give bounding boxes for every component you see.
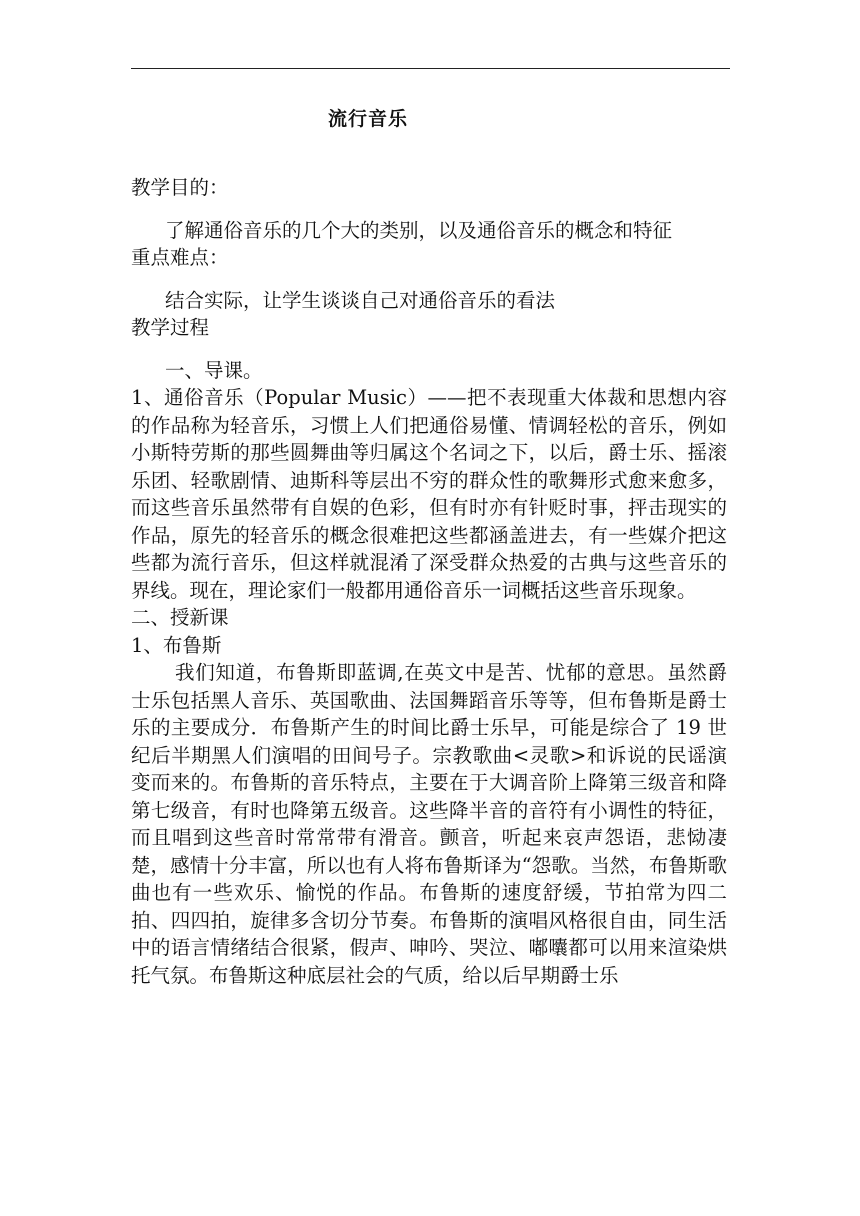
popular-music-definition: 1、通俗音乐（Popular Music）——把不表现重大体裁和思想内容的作品称为轻音乐，习惯上人们把通俗易懂、情调轻松的音乐，例如小斯特劳斯的那些圆舞曲等归属这个名词之下，以后，爵士乐、摇滚乐团、轻歌剧情、迪斯科等层出不穷的群众性的歌舞形式愈来愈多，而这些音乐虽然带有自娱的色彩，但有时亦有针贬时事，抨击现实的作品，原先的轻音乐的概念很难把这些都涵盖进去，有一些媒介把这些都为流行音乐，但这样就混淆了深受群众热爱的古典与这些音乐的界线。现在，理论家们一般都用通俗音乐一词概括这些音乐现象。 xyxy=(131,386,727,602)
new-lesson-heading: 二、授新课 xyxy=(131,606,229,629)
blues-heading: 1、布鲁斯 xyxy=(131,633,222,657)
section-heading-process: 教学过程 xyxy=(131,316,210,339)
document-title: 流行音乐 xyxy=(327,108,408,130)
header-rule xyxy=(131,68,730,69)
blues-text: 我们知道，布鲁斯即蓝调,在英文中是苦、忧郁的意思。虽然爵士乐包括黑人音乐、英国歌曲、法国舞蹈音乐等等，但布鲁斯是爵士乐的主要成分．布鲁斯产生的时间比爵士乐早，可能是综合了 19 世纪后半期黑人们演唱的田间号子。宗教歌曲<灵歌>和诉说的民谣演变而来的。布鲁斯的音乐特点，主要在于大调音阶上降第三级音和降第七级音，有时也降第五级音。这些降半音的音符有小调性的特征，而且唱到这些音时常常带有滑音。颤音，听起来哀声怨语，悲恸凄楚，感情十分丰富，所以也有人将布鲁斯译为“怨歌。当然，布鲁斯歌曲也有一些欢乐、愉悦的作品。布鲁斯的速度舒缓，节拍常为四二拍、四四拍，旋律多含切分节奏。布鲁斯的演唱风格很自由，同生活中的语言情绪结合很紧，假声、呻吟、哭泣、嘟囔都可以用来渲染烘托气氛。布鲁斯这种底层社会的气质，给以后早期爵士乐 xyxy=(131,661,727,987)
key-points-text: 结合实际，让学生谈谈自己对通俗音乐的看法 xyxy=(165,288,556,312)
objectives-text: 了解通俗音乐的几个大的类别，以及通俗音乐的概念和特征 xyxy=(165,218,673,242)
intro-heading: 一、导课。 xyxy=(165,358,263,382)
document-body xyxy=(131,174,727,989)
section-heading-key-points: 重点难点： xyxy=(131,246,229,269)
section-heading-objectives: 教学目的： xyxy=(131,176,229,199)
